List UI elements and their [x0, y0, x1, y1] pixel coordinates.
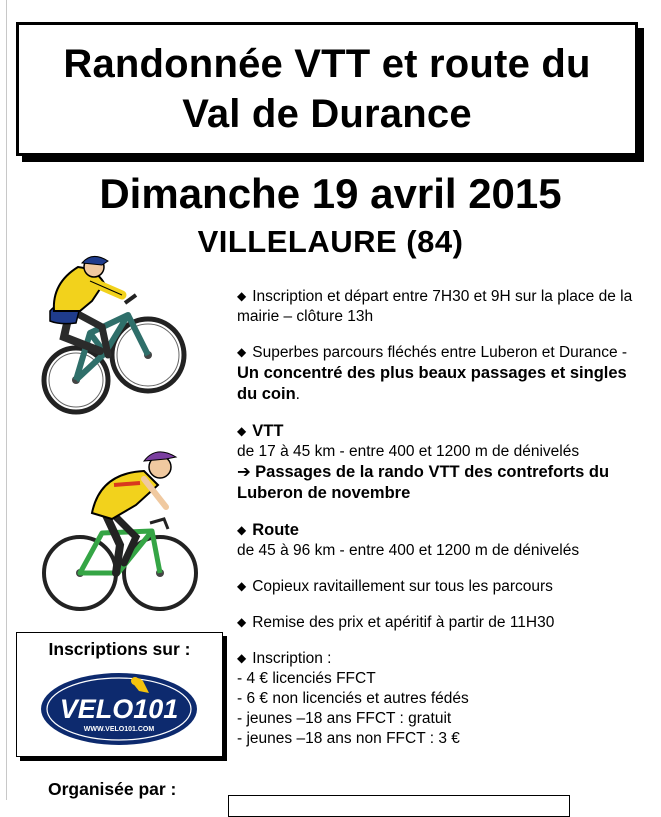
- route-label: Route: [252, 521, 299, 539]
- parcours-highlight: Un concentré des plus beaux passages et singles du coin: [237, 364, 627, 403]
- diamond-bullet-icon: ◆: [237, 579, 247, 593]
- event-date: Dimanche 19 avril 2015: [99, 170, 562, 217]
- vtt-label: VTT: [252, 422, 284, 440]
- diamond-bullet-icon: ◆: [237, 615, 247, 629]
- info-vtt: [237, 421, 637, 442]
- tarif-line: - jeunes –18 ans non FFCT : 3 €: [237, 730, 460, 747]
- tarif-line: - 4 € licenciés FFCT: [237, 670, 376, 687]
- inscriptions-box: [16, 632, 223, 757]
- vtt-distance: de 17 à 45 km - entre 400 et 1200 m de dénivelés: [237, 443, 580, 460]
- info-route: [237, 520, 637, 541]
- title-line-2: Val de Durance: [182, 92, 472, 136]
- page-edge: [6, 0, 7, 800]
- title-box: [16, 22, 638, 156]
- event-info: [237, 287, 637, 749]
- info-parcours: ◆ Superbes parcours fléchés entre Luberon et Durance - Un concentré des plus beaux passages et singles du coin.: [237, 344, 628, 403]
- mtb-rider-illustration: [30, 255, 195, 420]
- diamond-bullet-icon: ◆: [237, 651, 247, 665]
- tarif-line: - jeunes –18 ans FFCT : gratuit: [237, 710, 452, 727]
- info-inscription: ◆ Inscription :: [237, 650, 332, 667]
- diamond-bullet-icon: ◆: [237, 424, 247, 438]
- event-place: VILLELAURE (84): [197, 224, 464, 259]
- tarif-line: - 6 € non licenciés et autres fédés: [237, 690, 469, 707]
- arrow-right-icon: ➔: [237, 463, 251, 481]
- info-remise-prix: ◆ Remise des prix et apéritif à partir de 11H30: [237, 614, 555, 631]
- organisation-box: [228, 795, 570, 817]
- diamond-bullet-icon: ◆: [237, 345, 247, 359]
- title-line-1: Randonnée VTT et route du: [63, 42, 591, 86]
- velo101-logo[interactable]: [39, 671, 199, 747]
- route-distance: de 45 à 96 km - entre 400 et 1200 m de dénivelés: [237, 542, 580, 559]
- info-ravitaillement: ◆ Copieux ravitaillement sur tous les parcours: [237, 578, 553, 595]
- info-inscription-depart: ◆ Inscription et départ entre 7H30 et 9H sur la place de la mairie – clôture 13h: [237, 288, 633, 325]
- vtt-note: ➔ Passages de la rando VTT des contreforts du Luberon de novembre: [237, 463, 610, 502]
- velo101-logo-url: WWW.VELO101.COM: [83, 726, 155, 733]
- organisation-label: Organisée par :: [48, 779, 177, 799]
- velo101-logo-text: VELO101: [59, 694, 179, 724]
- inscriptions-label: Inscriptions sur :: [48, 639, 191, 659]
- diamond-bullet-icon: ◆: [237, 289, 247, 303]
- diamond-bullet-icon: ◆: [237, 523, 247, 537]
- road-rider-illustration: [40, 445, 200, 620]
